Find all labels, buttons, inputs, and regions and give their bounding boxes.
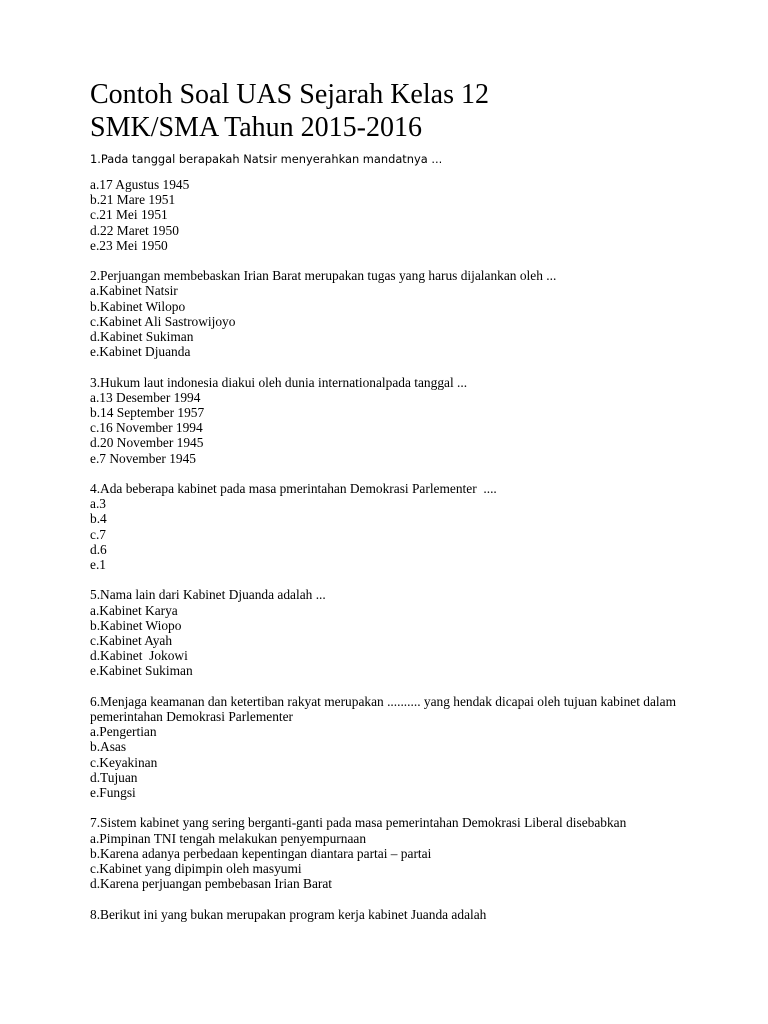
option: e.7 November 1945 <box>90 450 196 466</box>
option: c.16 November 1994 <box>90 420 203 436</box>
option: e.Fungsi <box>90 785 136 801</box>
question-6 <box>90 694 730 800</box>
option: d.Kabinet Sukiman <box>90 329 194 345</box>
question-1-options <box>90 177 730 253</box>
question-text: 5.Nama lain dari Kabinet Djuanda adalah ... <box>90 587 326 603</box>
question-text: 2.Perjuangan membebaskan Irian Barat merupakan tugas yang harus dijalankan oleh ... <box>90 268 557 284</box>
question-5 <box>90 587 730 678</box>
option: e.23 Mei 1950 <box>90 237 168 253</box>
option: b.4 <box>90 511 107 527</box>
question-3 <box>90 375 730 466</box>
option: d.22 Maret 1950 <box>90 222 179 238</box>
title-line-1: Contoh Soal UAS Sejarah Kelas 12 <box>90 79 489 110</box>
option: a.Pimpinan TNI tengah melakukan penyempurnaan <box>90 830 367 846</box>
question-7 <box>90 815 730 891</box>
question-text: 4.Ada beberapa kabinet pada masa pmerintahan Demokrasi Parlementer .... <box>90 481 497 497</box>
option: d.6 <box>90 541 107 557</box>
option: d.Kabinet Jokowi <box>90 648 188 664</box>
question-8 <box>90 907 730 922</box>
option: e.Kabinet Djuanda <box>90 344 191 360</box>
option: c.Kabinet Ayah <box>90 633 173 649</box>
option: c.7 <box>90 526 106 542</box>
question-1-text: 1.Pada tanggal berapakah Natsir menyerahkan mandatnya ... <box>90 152 443 166</box>
question-text: 6.Menjaga keamanan dan ketertiban rakyat merupakan .......... yang hendak dicapai oleh tujuan kabinet dalam pemerintahan Demokrasi Parlementer <box>90 693 680 725</box>
option: c.21 Mei 1951 <box>90 207 168 223</box>
option: b.Asas <box>90 739 127 755</box>
option: a.17 Agustus 1945 <box>90 177 190 192</box>
question-4 <box>90 481 730 572</box>
option: a.Kabinet Karya <box>90 602 178 618</box>
option: b.Kabinet Wilopo <box>90 298 186 314</box>
option: a.13 Desember 1994 <box>90 389 201 405</box>
question-text: 3.Hukum laut indonesia diakui oleh dunia internationalpada tanggal ... <box>90 374 468 390</box>
document-page <box>90 78 730 937</box>
option: e.Kabinet Sukiman <box>90 663 193 679</box>
option: b.Kabinet Wiopo <box>90 617 182 633</box>
question-text: 7.Sistem kabinet yang sering berganti-ganti pada masa pemerintahan Demokrasi Liberal disebabkan <box>90 815 627 831</box>
option: d.Tujuan <box>90 769 138 785</box>
title-line-2: SMK/SMA Tahun 2015-2016 <box>90 112 423 143</box>
option: a.Kabinet Natsir <box>90 283 178 299</box>
option: a.3 <box>90 496 106 512</box>
option: d.20 November 1945 <box>90 435 204 451</box>
question-text: 8.Berikut ini yang bukan merupakan program kerja kabinet Juanda adalah <box>90 906 487 922</box>
question-2 <box>90 268 730 359</box>
document-title <box>90 78 730 144</box>
option: d.Karena perjuangan pembebasan Irian Barat <box>90 876 333 892</box>
option: c.Kabinet yang dipimpin oleh masyumi <box>90 861 302 877</box>
option: b.21 Mare 1951 <box>90 192 176 208</box>
option: c.Kabinet Ali Sastrowijoyo <box>90 313 236 329</box>
option: a.Pengertian <box>90 724 157 740</box>
option: b.14 September 1957 <box>90 405 205 421</box>
option: c.Keyakinan <box>90 754 158 770</box>
option: b.Karena adanya perbedaan kepentingan diantara partai – partai <box>90 845 432 861</box>
option: e.1 <box>90 557 106 573</box>
